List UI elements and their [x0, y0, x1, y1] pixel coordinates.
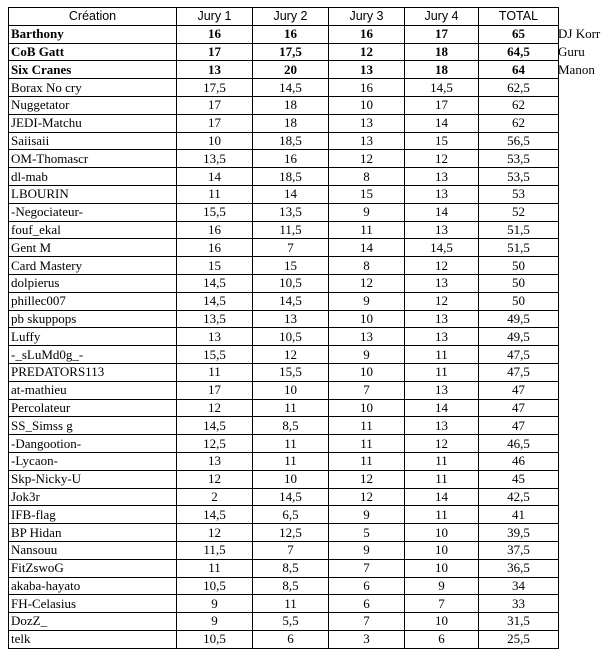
jury-4-score: 11	[405, 470, 479, 488]
jury-1-score: 17	[177, 96, 253, 114]
jury-4-score: 13	[405, 417, 479, 435]
header-total: TOTAL	[479, 8, 559, 26]
header-jury-2: Jury 2	[253, 8, 329, 26]
jury-1-score: 16	[177, 221, 253, 239]
entry-name: Nansouu	[9, 541, 177, 559]
jury-1-score: 13	[177, 61, 253, 79]
jury-1-score: 13,5	[177, 150, 253, 168]
total-score: 46	[479, 452, 559, 470]
jury-3-score: 12	[329, 488, 405, 506]
jury-1-score: 16	[177, 25, 253, 43]
jury-2-score: 10	[253, 470, 329, 488]
jury-4-score: 14,5	[405, 79, 479, 97]
table-row	[9, 43, 559, 61]
table-row	[9, 595, 559, 613]
entry-name: DozZ_	[9, 613, 177, 631]
entry-name: LBOURIN	[9, 185, 177, 203]
jury-1-score: 17	[177, 114, 253, 132]
jury-1-score: 10	[177, 132, 253, 150]
winner-note: DJ Korr	[558, 26, 601, 42]
jury-4-score: 13	[405, 310, 479, 328]
entry-name: Nuggetator	[9, 96, 177, 114]
jury-3-score: 10	[329, 96, 405, 114]
header-jury-3: Jury 3	[329, 8, 405, 26]
jury-2-score: 5,5	[253, 613, 329, 631]
entry-name: FitZswoG	[9, 559, 177, 577]
jury-3-score: 13	[329, 328, 405, 346]
jury-2-score: 17,5	[253, 43, 329, 61]
table-row	[9, 630, 559, 648]
entry-name: Borax No cry	[9, 79, 177, 97]
jury-1-score: 14	[177, 168, 253, 186]
jury-2-score: 12	[253, 346, 329, 364]
jury-3-score: 9	[329, 541, 405, 559]
table-row	[9, 292, 559, 310]
table-row	[9, 541, 559, 559]
table-row	[9, 613, 559, 631]
jury-3-score: 3	[329, 630, 405, 648]
jury-3-score: 9	[329, 203, 405, 221]
jury-4-score: 10	[405, 541, 479, 559]
header-row	[9, 8, 559, 26]
jury-1-score: 12	[177, 470, 253, 488]
jury-3-score: 6	[329, 595, 405, 613]
jury-4-score: 14	[405, 488, 479, 506]
jury-3-score: 13	[329, 132, 405, 150]
table-row	[9, 559, 559, 577]
results-table-body	[9, 8, 559, 649]
table-row	[9, 150, 559, 168]
entry-name: -_sLuMd0g_-	[9, 346, 177, 364]
jury-4-score: 13	[405, 168, 479, 186]
jury-1-score: 16	[177, 239, 253, 257]
jury-2-score: 13,5	[253, 203, 329, 221]
jury-3-score: 12	[329, 274, 405, 292]
jury-2-score: 11	[253, 435, 329, 453]
entry-name: -Dangootion-	[9, 435, 177, 453]
total-score: 62	[479, 96, 559, 114]
entry-name: Card Mastery	[9, 257, 177, 275]
total-score: 50	[479, 292, 559, 310]
jury-3-score: 16	[329, 79, 405, 97]
entry-name: akaba-hayato	[9, 577, 177, 595]
table-row	[9, 168, 559, 186]
jury-3-score: 11	[329, 435, 405, 453]
jury-2-score: 20	[253, 61, 329, 79]
total-score: 62	[479, 114, 559, 132]
table-row	[9, 417, 559, 435]
table-row	[9, 506, 559, 524]
jury-1-score: 17	[177, 381, 253, 399]
jury-3-score: 11	[329, 452, 405, 470]
entry-name: -Lycaon-	[9, 452, 177, 470]
total-score: 36,5	[479, 559, 559, 577]
jury-4-score: 14	[405, 114, 479, 132]
entry-name: Six Cranes	[9, 61, 177, 79]
jury-1-score: 11,5	[177, 541, 253, 559]
total-score: 50	[479, 257, 559, 275]
jury-2-score: 6,5	[253, 506, 329, 524]
jury-1-score: 13	[177, 328, 253, 346]
jury-2-score: 6	[253, 630, 329, 648]
table-row	[9, 488, 559, 506]
total-score: 65	[479, 25, 559, 43]
jury-2-score: 14	[253, 185, 329, 203]
entry-name: BP Hidan	[9, 524, 177, 542]
jury-1-score: 2	[177, 488, 253, 506]
jury-3-score: 8	[329, 257, 405, 275]
jury-1-score: 15	[177, 257, 253, 275]
jury-4-score: 11	[405, 452, 479, 470]
total-score: 62,5	[479, 79, 559, 97]
table-row	[9, 470, 559, 488]
jury-4-score: 12	[405, 292, 479, 310]
table-row	[9, 132, 559, 150]
jury-2-score: 18	[253, 96, 329, 114]
jury-4-score: 17	[405, 25, 479, 43]
table-row	[9, 328, 559, 346]
jury-1-score: 14,5	[177, 292, 253, 310]
jury-1-score: 14,5	[177, 274, 253, 292]
jury-4-score: 17	[405, 96, 479, 114]
jury-3-score: 7	[329, 381, 405, 399]
jury-2-score: 11,5	[253, 221, 329, 239]
results-sheet	[8, 7, 559, 649]
jury-2-score: 16	[253, 150, 329, 168]
total-score: 51,5	[479, 221, 559, 239]
jury-4-score: 13	[405, 185, 479, 203]
total-score: 46,5	[479, 435, 559, 453]
entry-name: FH-Celasius	[9, 595, 177, 613]
jury-3-score: 12	[329, 470, 405, 488]
jury-1-score: 12	[177, 524, 253, 542]
jury-1-score: 10,5	[177, 630, 253, 648]
table-row	[9, 399, 559, 417]
total-score: 64	[479, 61, 559, 79]
jury-2-score: 7	[253, 541, 329, 559]
entry-name: JEDI-Matchu	[9, 114, 177, 132]
jury-1-score: 12,5	[177, 435, 253, 453]
jury-1-score: 13,5	[177, 310, 253, 328]
jury-4-score: 6	[405, 630, 479, 648]
jury-4-score: 12	[405, 150, 479, 168]
total-score: 53	[479, 185, 559, 203]
jury-4-score: 18	[405, 61, 479, 79]
total-score: 49,5	[479, 310, 559, 328]
jury-3-score: 13	[329, 61, 405, 79]
total-score: 41	[479, 506, 559, 524]
table-row	[9, 221, 559, 239]
total-score: 42,5	[479, 488, 559, 506]
jury-2-score: 11	[253, 595, 329, 613]
jury-3-score: 15	[329, 185, 405, 203]
jury-1-score: 14,5	[177, 506, 253, 524]
jury-1-score: 13	[177, 452, 253, 470]
jury-1-score: 9	[177, 613, 253, 631]
jury-3-score: 12	[329, 43, 405, 61]
jury-3-score: 10	[329, 399, 405, 417]
jury-3-score: 5	[329, 524, 405, 542]
jury-3-score: 11	[329, 221, 405, 239]
table-row	[9, 577, 559, 595]
table-row	[9, 185, 559, 203]
jury-1-score: 9	[177, 595, 253, 613]
jury-3-score: 13	[329, 114, 405, 132]
total-score: 47	[479, 381, 559, 399]
total-score: 33	[479, 595, 559, 613]
jury-2-score: 10,5	[253, 328, 329, 346]
table-row	[9, 274, 559, 292]
table-row	[9, 239, 559, 257]
entry-name: Barthony	[9, 25, 177, 43]
entry-name: Gent M	[9, 239, 177, 257]
jury-1-score: 11	[177, 559, 253, 577]
jury-2-score: 10	[253, 381, 329, 399]
jury-1-score: 17,5	[177, 79, 253, 97]
jury-3-score: 16	[329, 25, 405, 43]
header-jury-4: Jury 4	[405, 8, 479, 26]
jury-4-score: 14	[405, 399, 479, 417]
jury-2-score: 18,5	[253, 132, 329, 150]
jury-4-score: 14,5	[405, 239, 479, 257]
jury-1-score: 10,5	[177, 577, 253, 595]
jury-2-score: 16	[253, 25, 329, 43]
entry-name: at-mathieu	[9, 381, 177, 399]
jury-2-score: 18,5	[253, 168, 329, 186]
table-row	[9, 114, 559, 132]
jury-3-score: 10	[329, 363, 405, 381]
jury-2-score: 11	[253, 399, 329, 417]
entry-name: telk	[9, 630, 177, 648]
entry-name: fouf_ekal	[9, 221, 177, 239]
jury-4-score: 12	[405, 257, 479, 275]
jury-3-score: 9	[329, 506, 405, 524]
jury-3-score: 11	[329, 417, 405, 435]
table-row	[9, 363, 559, 381]
header-jury-1: Jury 1	[177, 8, 253, 26]
jury-1-score: 17	[177, 43, 253, 61]
jury-4-score: 15	[405, 132, 479, 150]
jury-2-score: 8,5	[253, 577, 329, 595]
table-row	[9, 79, 559, 97]
jury-4-score: 10	[405, 559, 479, 577]
total-score: 25,5	[479, 630, 559, 648]
winner-note: Manon	[558, 61, 595, 77]
entry-name: IFB-flag	[9, 506, 177, 524]
jury-2-score: 7	[253, 239, 329, 257]
table-row	[9, 61, 559, 79]
entry-name: -Negociateur-	[9, 203, 177, 221]
jury-4-score: 13	[405, 274, 479, 292]
table-row	[9, 452, 559, 470]
total-score: 51,5	[479, 239, 559, 257]
jury-2-score: 15,5	[253, 363, 329, 381]
entry-name: SS_Simss g	[9, 417, 177, 435]
entry-name: CoB Gatt	[9, 43, 177, 61]
total-score: 53,5	[479, 168, 559, 186]
jury-3-score: 6	[329, 577, 405, 595]
jury-2-score: 12,5	[253, 524, 329, 542]
jury-2-score: 11	[253, 452, 329, 470]
total-score: 39,5	[479, 524, 559, 542]
table-row	[9, 346, 559, 364]
entry-name: pb skuppops	[9, 310, 177, 328]
jury-2-score: 14,5	[253, 292, 329, 310]
entry-name: Skp-Nicky-U	[9, 470, 177, 488]
total-score: 47,5	[479, 363, 559, 381]
jury-3-score: 10	[329, 310, 405, 328]
jury-4-score: 10	[405, 524, 479, 542]
table-row	[9, 25, 559, 43]
entry-name: Saiisaii	[9, 132, 177, 150]
jury-4-score: 11	[405, 363, 479, 381]
total-score: 49,5	[479, 328, 559, 346]
jury-1-score: 15,5	[177, 203, 253, 221]
table-row	[9, 257, 559, 275]
total-score: 47	[479, 417, 559, 435]
jury-2-score: 10,5	[253, 274, 329, 292]
jury-4-score: 7	[405, 595, 479, 613]
total-score: 56,5	[479, 132, 559, 150]
header-creation: Création	[9, 8, 177, 26]
jury-4-score: 11	[405, 506, 479, 524]
jury-2-score: 8,5	[253, 559, 329, 577]
jury-2-score: 14,5	[253, 488, 329, 506]
total-score: 31,5	[479, 613, 559, 631]
jury-4-score: 12	[405, 435, 479, 453]
jury-4-score: 13	[405, 221, 479, 239]
jury-4-score: 14	[405, 203, 479, 221]
table-row	[9, 524, 559, 542]
table-row	[9, 435, 559, 453]
jury-4-score: 11	[405, 346, 479, 364]
entry-name: Jok3r	[9, 488, 177, 506]
jury-1-score: 11	[177, 185, 253, 203]
jury-3-score: 7	[329, 613, 405, 631]
total-score: 47	[479, 399, 559, 417]
jury-1-score: 15,5	[177, 346, 253, 364]
entry-name: dl-mab	[9, 168, 177, 186]
entry-name: Percolateur	[9, 399, 177, 417]
table-row	[9, 310, 559, 328]
total-score: 45	[479, 470, 559, 488]
jury-2-score: 14,5	[253, 79, 329, 97]
jury-4-score: 9	[405, 577, 479, 595]
table-row	[9, 381, 559, 399]
table-row	[9, 96, 559, 114]
entry-name: dolpierus	[9, 274, 177, 292]
jury-2-score: 15	[253, 257, 329, 275]
jury-3-score: 9	[329, 346, 405, 364]
jury-3-score: 14	[329, 239, 405, 257]
total-score: 64,5	[479, 43, 559, 61]
results-table	[8, 7, 559, 649]
jury-3-score: 9	[329, 292, 405, 310]
entry-name: OM-Thomascr	[9, 150, 177, 168]
jury-2-score: 13	[253, 310, 329, 328]
entry-name: PREDATORS113	[9, 363, 177, 381]
total-score: 52	[479, 203, 559, 221]
total-score: 50	[479, 274, 559, 292]
jury-1-score: 11	[177, 363, 253, 381]
total-score: 47,5	[479, 346, 559, 364]
jury-2-score: 8,5	[253, 417, 329, 435]
jury-4-score: 13	[405, 328, 479, 346]
entry-name: phillec007	[9, 292, 177, 310]
jury-1-score: 14,5	[177, 417, 253, 435]
jury-4-score: 18	[405, 43, 479, 61]
jury-4-score: 13	[405, 381, 479, 399]
jury-1-score: 12	[177, 399, 253, 417]
winner-note: Guru	[558, 43, 585, 59]
total-score: 37,5	[479, 541, 559, 559]
table-row	[9, 203, 559, 221]
jury-4-score: 10	[405, 613, 479, 631]
entry-name: Luffy	[9, 328, 177, 346]
total-score: 53,5	[479, 150, 559, 168]
jury-3-score: 8	[329, 168, 405, 186]
jury-3-score: 7	[329, 559, 405, 577]
jury-2-score: 18	[253, 114, 329, 132]
total-score: 34	[479, 577, 559, 595]
jury-3-score: 12	[329, 150, 405, 168]
